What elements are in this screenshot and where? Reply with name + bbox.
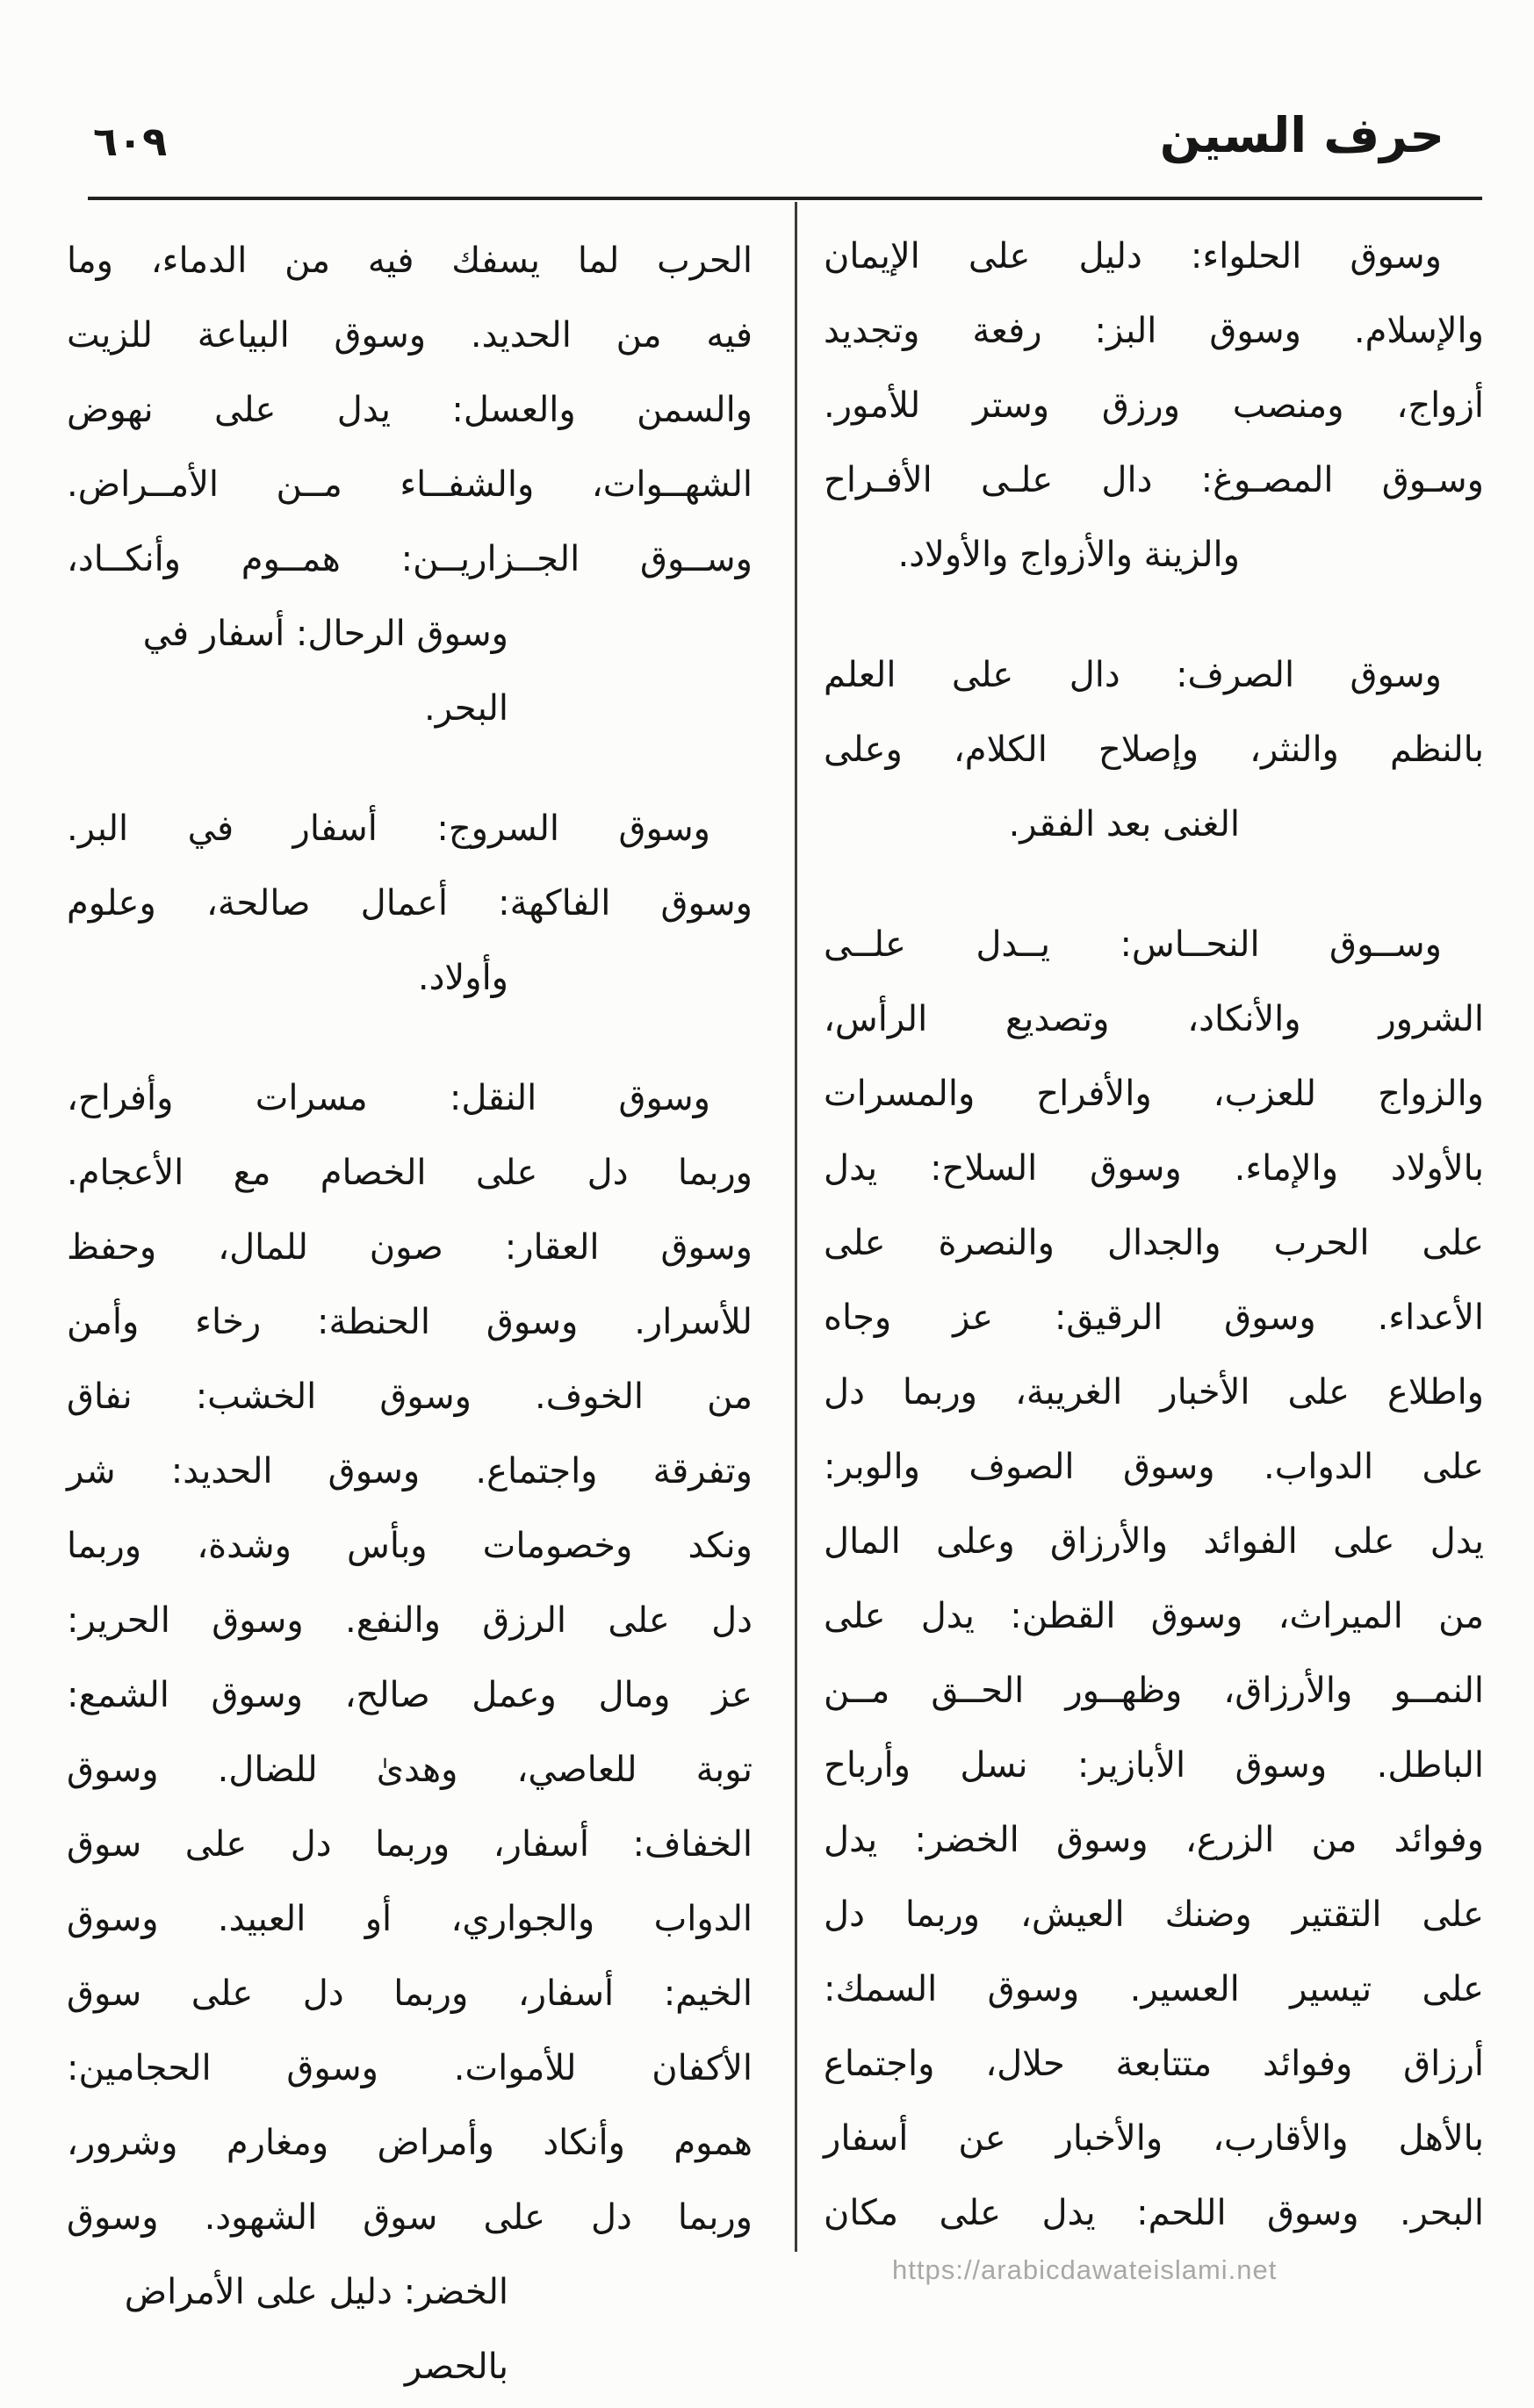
section-title: حرف السين [1159, 107, 1444, 163]
text-line: وسوق الرحال: أسفار في البحر. [142, 614, 508, 729]
text-line: وسوق الفاكهة: أعمال صالحة، وعلوم [67, 883, 753, 924]
text-line: وتفرقة واجتماع. وسوق الحديد: شر [67, 1451, 753, 1492]
text-line: الحرب لما يسفك فيه من الدماء، وما [67, 241, 753, 281]
text-line: وســوق النحــاس: يــدل علــى [824, 924, 1442, 965]
text-line: الخيم: أسفار، وربما دل على سوق [67, 1973, 753, 2014]
text-line: على الحرب والجدال والنصرة على [824, 1223, 1484, 1263]
text-line: دل على الرزق والنفع. وسوق الحرير: [67, 1600, 753, 1641]
text-line: وربما دل على الخصام مع الأعجام. [67, 1153, 753, 1193]
text-line: الأكفان للأموات. وسوق الحجامين: [67, 2048, 753, 2088]
text-line: وسوق النقل: مسرات وأفراح، [67, 1078, 710, 1118]
text-line: الخفاف: أسفار، وربما دل على سوق [67, 1824, 753, 1865]
text-line: وفوائد من الزرع، وسوق الخضر: يدل [824, 1820, 1484, 1860]
text-line: الباطل. وسوق الأبازير: نسل وأرباح [824, 1745, 1484, 1786]
text-line: هموم وأنكاد وأمراض ومغارم وشرور، [67, 2123, 753, 2163]
text-line: بالنظم والنثر، وإصلاح الكلام، وعلى [824, 730, 1484, 770]
column-divider [795, 202, 797, 2252]
text-line: وأولاد. [417, 958, 508, 998]
text-line: وسوق الحلواء: دليل على الإيمان [824, 236, 1442, 277]
text-line: الشهــوات، والشفــاء مــن الأمــراض. [67, 464, 753, 505]
text-line: الدواب والجواري، أو العبيد. وسوق [67, 1899, 753, 1939]
left-column [67, 224, 753, 2404]
text-line: والسمن والعسل: يدل على نهوض [67, 390, 753, 430]
text-line: للأسرار. وسوق الحنطة: رخاء وأمن [67, 1302, 753, 1342]
text-line: الشرور والأنكاد، وتصديع الرأس، [824, 999, 1484, 1039]
text-line: الخضر: دليل على الأمراض بالحصر [124, 2272, 508, 2387]
text-line: البحر. وسوق اللحم: يدل على مكان [824, 2193, 1484, 2233]
text-line: من الميراث، وسوق القطن: يدل على [824, 1596, 1484, 1636]
text-line: أرزاق وفوائد متتابعة حلال، واجتماع [824, 2044, 1484, 2084]
text-line: توبة للعاصي، وهدىٰ للضال. وسوق [67, 1750, 753, 1790]
text-line: النمــو والأرزاق، وظهــور الحــق مــن [824, 1671, 1484, 1711]
text-line: عز ومال وعمل صالح، وسوق الشمع: [67, 1675, 753, 1715]
text-line: واطلاع على الأخبار الغريبة، وربما دل [824, 1372, 1484, 1412]
text-line: وربما دل على سوق الشهود. وسوق [67, 2197, 753, 2238]
text-line: الغنى بعد الفقر. [1008, 804, 1240, 845]
text-line: يدل على الفوائد والأرزاق وعلى المال [824, 1521, 1484, 1562]
text-line: والزواج للعزب، والأفراح والمسرات [824, 1074, 1484, 1114]
text-line: وسوق السروج: أسفار في البر. [67, 809, 710, 849]
text-line: من الخوف. وسوق الخشب: نفاق [67, 1377, 753, 1417]
right-column [824, 219, 1484, 2251]
text-line: على تيسير العسير. وسوق السمك: [824, 1969, 1484, 2009]
text-line: على الدواب. وسوق الصوف والوبر: [824, 1447, 1484, 1487]
text-line: وسوق العقار: صون للمال، وحفظ [67, 1227, 753, 1268]
text-line: أزواج، ومنصب ورزق وستر للأمور. [824, 385, 1484, 426]
text-line: والإسلام. وسوق البز: رفعة وتجديد [824, 311, 1484, 351]
text-line: وسـوق المصـوغ: دال علـى الأفـراح [824, 460, 1484, 500]
watermark-url: https://arabicdawateislami.net [892, 2254, 1278, 2285]
text-line: على التقتير وضنك العيش، وربما دل [824, 1894, 1484, 1935]
text-line: وسوق الصرف: دال على العلم [824, 655, 1442, 695]
header-rule [88, 197, 1482, 200]
text-line: بالأولاد والإماء. وسوق السلاح: يدل [824, 1148, 1484, 1189]
text-line: ونكد وخصومات وبأس وشدة، وربما [67, 1526, 753, 1566]
text-line: بالأهل والأقارب، والأخبار عن أسفار [824, 2118, 1484, 2159]
text-line: والزينة والأزواج والأولاد. [897, 535, 1240, 575]
page-number: ٦٠٩ [93, 118, 168, 165]
text-line: الأعداء. وسوق الرقيق: عز وجاه [824, 1297, 1484, 1338]
text-line: فيه من الحديد. وسوق البياعة للزيت [67, 315, 753, 356]
text-line: وســوق الجــزاريــن: همــوم وأنكــاد، [67, 539, 753, 579]
